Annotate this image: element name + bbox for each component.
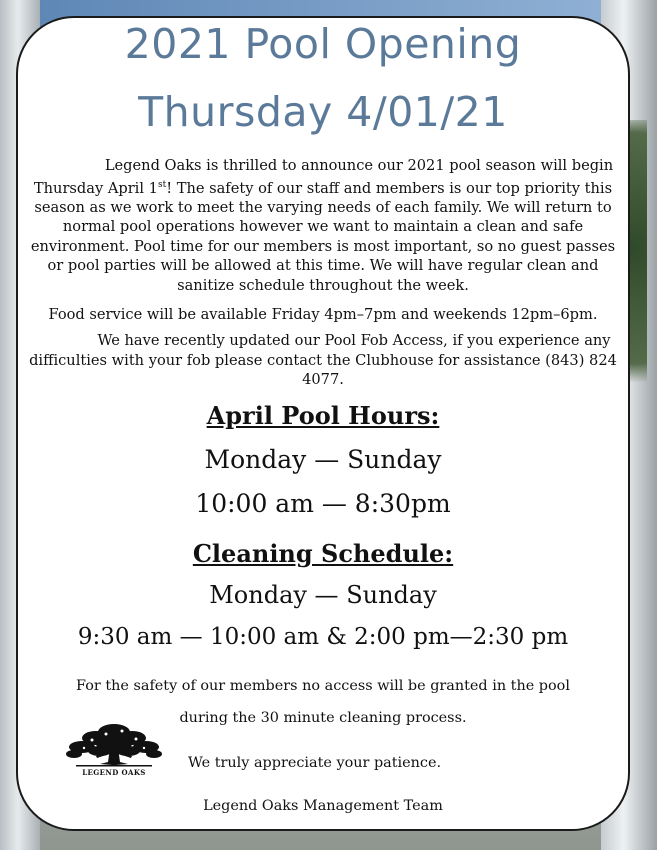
flyer-card <box>16 16 630 831</box>
cleaning-hours: 9:30 am — 10:00 am & 2:00 pm—2:30 pm <box>77 624 569 650</box>
intro-text-continued: ! The safety of our staff and members is our top priority this season as we work to meet the varying needs of each family. We will return to normal pool operations however we want to maintain a clean and safe environment. Pool time for our members is most important, so no guest passes or pool parties will be allowed at this time. We will have regular clean and sanitize schedule throughout the week. <box>30 179 616 294</box>
intro-paragraph <box>26 156 620 295</box>
safety-note-line2: during the 30 minute cleaning process. <box>179 710 467 726</box>
april-hours-heading: April Pool Hours: <box>206 401 440 430</box>
april-days: Monday — Sunday <box>204 445 442 474</box>
signature-text: Legend Oaks Management Team <box>203 798 443 814</box>
appreciation-text: We truly appreciate your patience. <box>188 755 442 771</box>
cleaning-days: Monday — Sunday <box>209 581 437 609</box>
safety-note-line1: For the safety of our members no access will be granted in the pool <box>76 678 570 694</box>
fob-notice-text: We have recently updated our Pool Fob Access, if you experience any difficulties with your fob please contact the Clubhouse for assistance (843) 824 4077. <box>29 332 617 388</box>
cleaning-schedule-heading: Cleaning Schedule: <box>192 539 454 568</box>
logo-text: LEGEND OAKS <box>82 768 146 777</box>
april-hours: 10:00 am — 8:30pm <box>195 489 451 518</box>
intro-text: Legend Oaks is thrilled to announce our 2021 pool season will begin Thursday April 1 <box>33 157 614 197</box>
intro-superscript: st <box>157 179 167 190</box>
food-service-text: Food service will be available Friday 4pm–7pm and weekends 12pm–6pm. <box>48 306 598 323</box>
fob-notice-paragraph <box>26 331 620 390</box>
flyer-date: Thursday 4/01/21 <box>138 88 508 136</box>
flyer-title: 2021 Pool Opening <box>124 20 522 68</box>
